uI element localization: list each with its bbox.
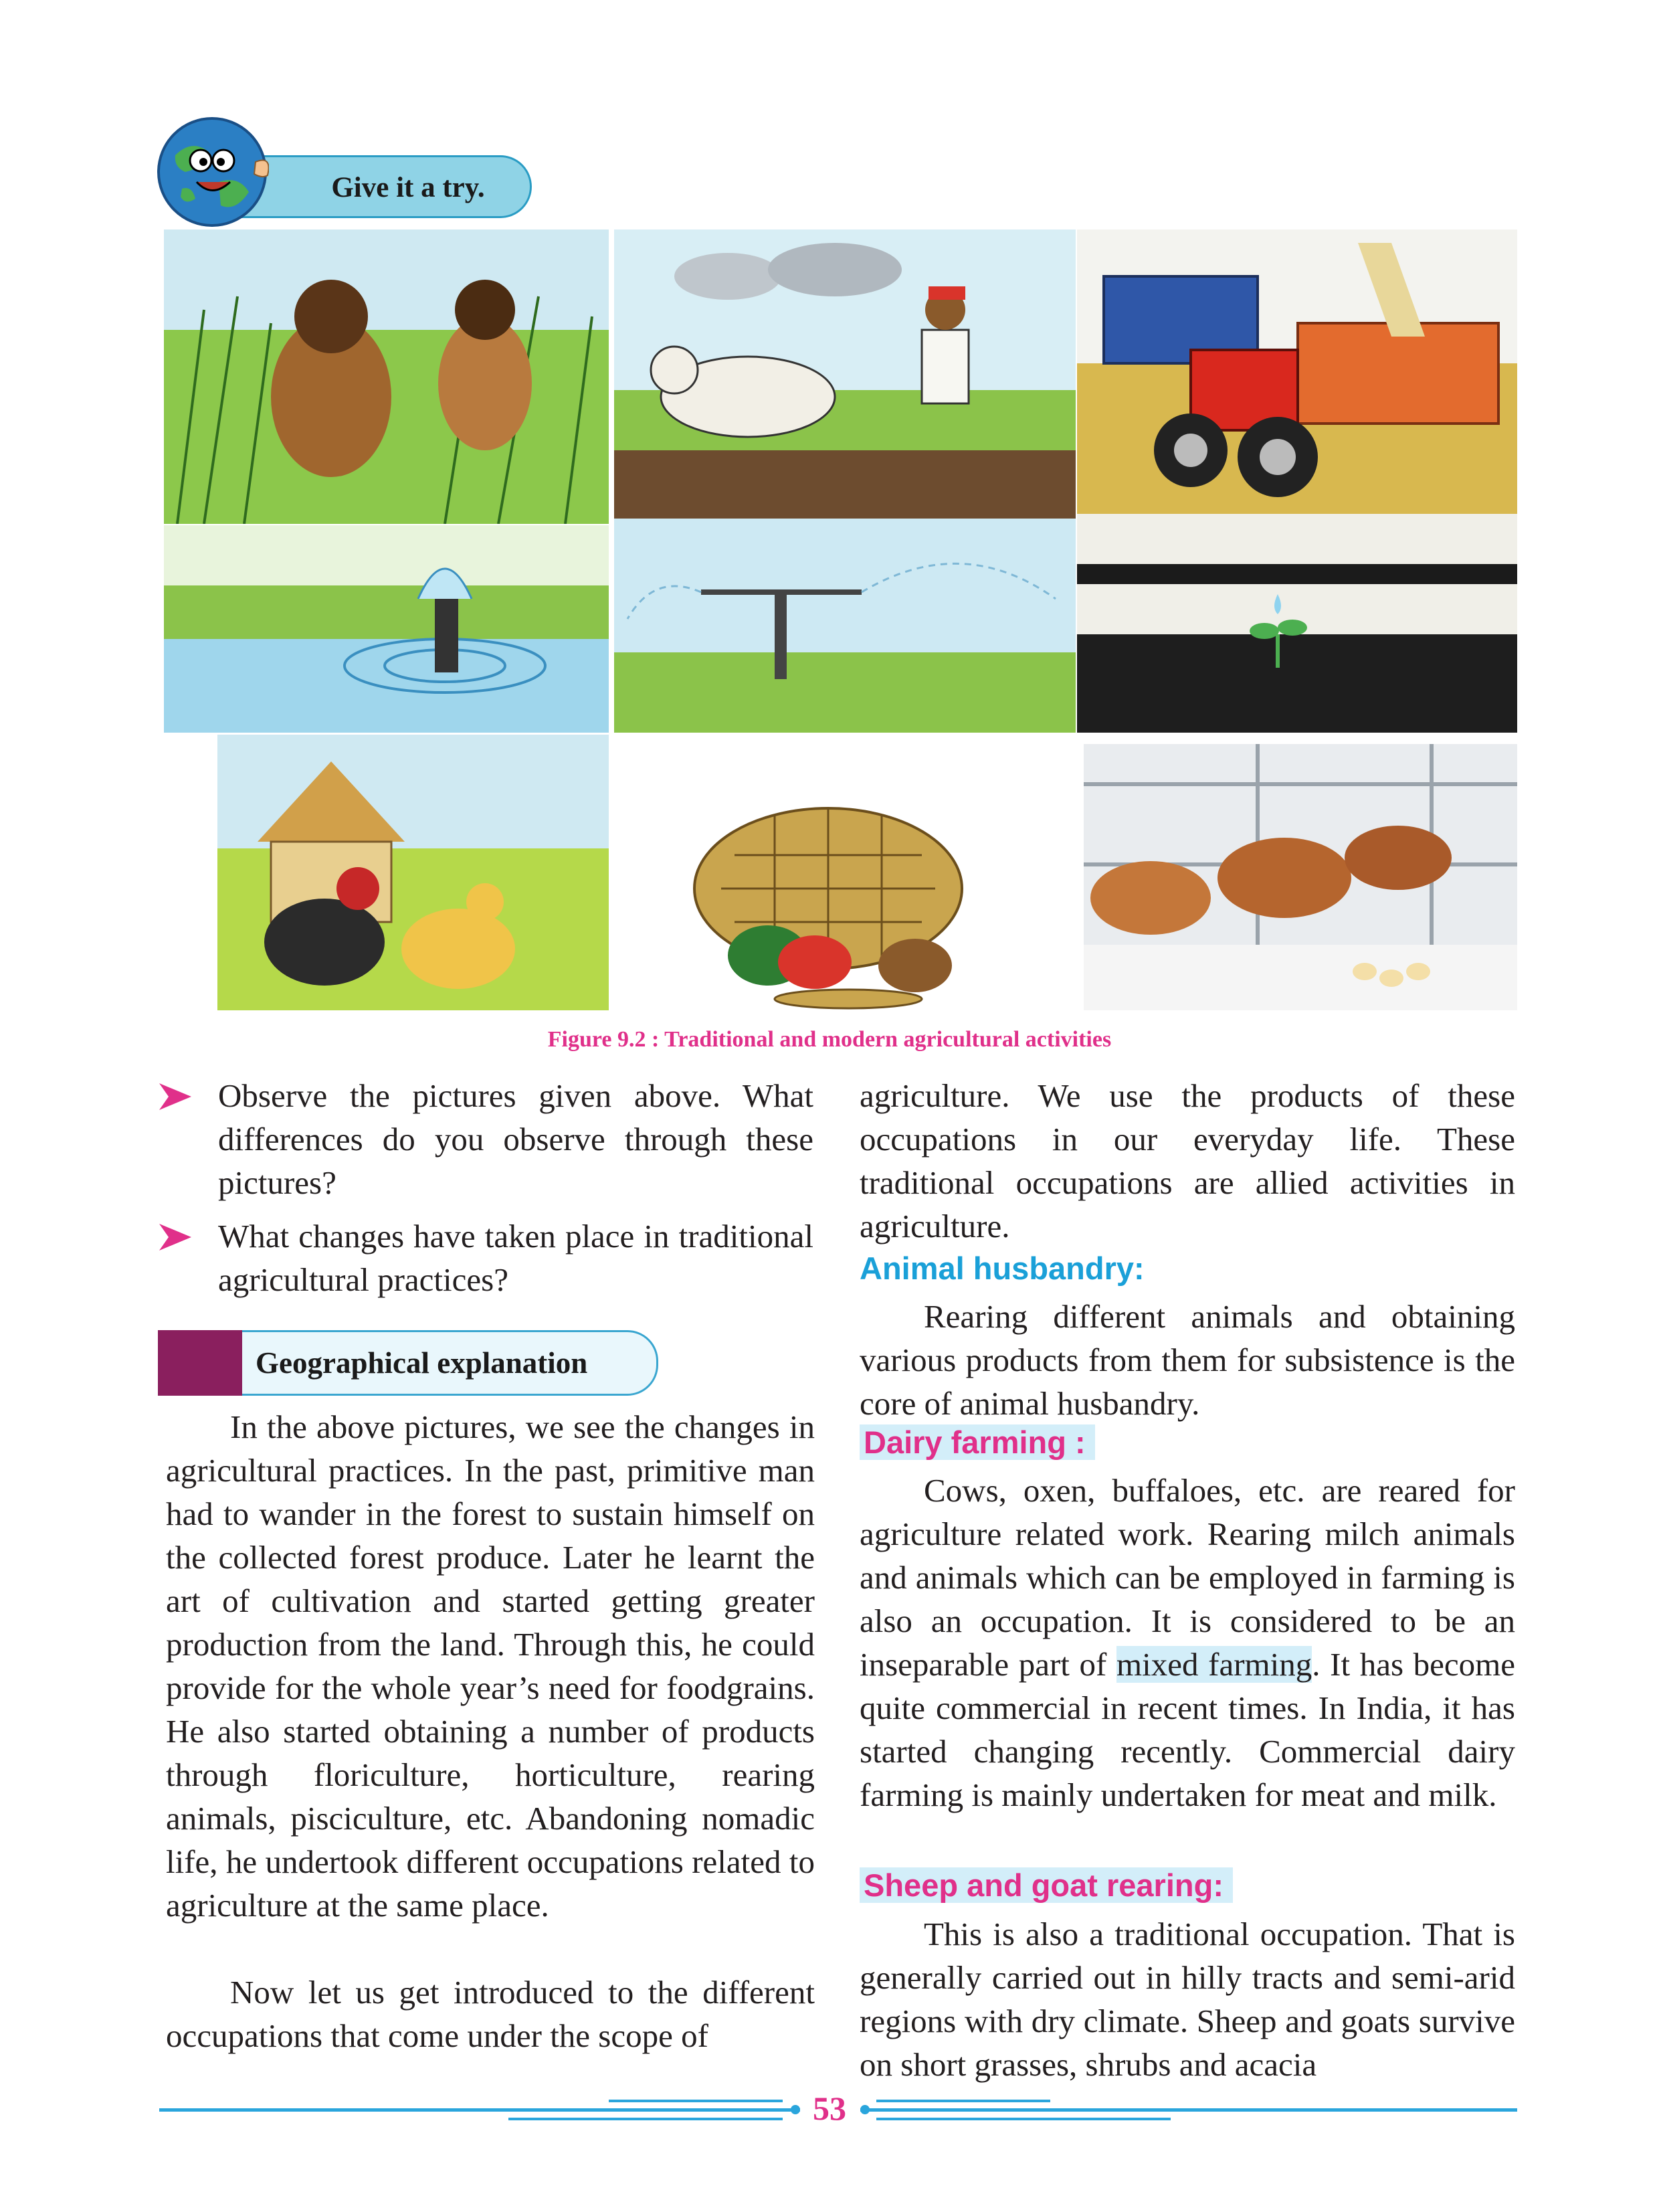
globe-mascot-icon (155, 115, 269, 229)
geo-paragraph-1: In the above pictures, we see the changes in agricultural practices. In the past, primitive man had to wander in the forest to sustain himself on the collected forest produce. Later he learnt the art of cultivation and started getting greater production from the land. Through this, he could provide for the whole year’s need for foodgrains. He also started obtaining a number of products through floriculture, horticulture, rearing animals, pisciculture, etc. Abandoning nomadic life, he undertook different occupations related to agriculture at the same place. (166, 1408, 815, 1924)
animal-husbandry-text: Rearing different animals and obtaining various products from them for subsistence is the core of animal husbandry. (860, 1298, 1515, 1422)
sheep-goat-rearing-heading: Sheep and goat rearing: (860, 1867, 1233, 1903)
figure-caption: Figure 9.2 : Traditional and modern agricultural activities (547, 1027, 1112, 1052)
page-number: 53 (813, 2090, 846, 2127)
dairy-text-part-b: . It has become quite commercial in recent times. In India, it has started changing recently. Commercial dairy farming is mainly undertaken for meat and milk. (860, 1646, 1516, 1813)
give-it-a-try-label: Give it a try. (331, 172, 485, 203)
geographical-explanation-title: Geographical explanation (256, 1346, 588, 1380)
banner-accent-block (158, 1330, 242, 1396)
drip-irrigation-image (1077, 514, 1517, 733)
arrow-bullet-icon (159, 1224, 191, 1251)
question-item (159, 1214, 815, 1308)
modern-poultry-farm-image (1084, 744, 1517, 1010)
footer-rule-accent (609, 2100, 783, 2102)
question-text: Observe the pictures given above. What differences do you observe through these pictures? (218, 1077, 813, 1201)
geo-paragraph-2: Now let us get introduced to the different occupations that come under the scope of (166, 1974, 815, 2054)
footer-dot-icon (791, 2105, 800, 2114)
footer-rule-accent (508, 2118, 783, 2120)
sheep-goat-rearing-text: This is also a traditional occupation. That is generally carried out in hilly tracts and semi-arid regions with dry climate. Sheep and goats survive on short grasses, shrubs and acacia (860, 1916, 1515, 2083)
dairy-text-part-a: Cows, oxen, buffaloes, etc. are reared for agriculture related work. Rearing milch animals and animals which can be employed in farming is also an occupation. It is considered to be an inseparable part of (860, 1472, 1515, 1683)
dairy-farming-heading-wrap (860, 1424, 1095, 1461)
sheep-goat-heading-wrap (860, 1867, 1233, 1904)
dairy-farming-heading: Dairy farming : (860, 1424, 1095, 1460)
backyard-poultry-image (217, 735, 609, 1010)
primitive-food-gathering-image (164, 229, 609, 524)
bullock-ploughing-image (614, 229, 1076, 524)
animal-husbandry-heading: Animal husbandry: (860, 1251, 1145, 1286)
footer-dot-icon (860, 2105, 870, 2114)
right-intro-paragraph: agriculture. We use the products of these occupations in our everyday life. These traditional occupations are allied activities in agriculture. (860, 1077, 1515, 1245)
flood-irrigation-image (164, 525, 609, 733)
mixed-farming-highlight: mixed farming (1116, 1646, 1312, 1683)
tractor-harvester-image (1077, 229, 1517, 524)
sprinkler-irrigation-image (614, 519, 1076, 733)
question-text: What changes have taken place in traditional agricultural practices? (218, 1218, 813, 1298)
arrow-bullet-icon (159, 1083, 191, 1110)
dairy-farming-text (860, 1469, 1515, 1817)
footer-rule-accent (876, 2100, 1050, 2102)
question-item (159, 1074, 815, 1208)
footer-rule-accent (876, 2118, 1171, 2120)
basket-poultry-image (614, 735, 1076, 1010)
